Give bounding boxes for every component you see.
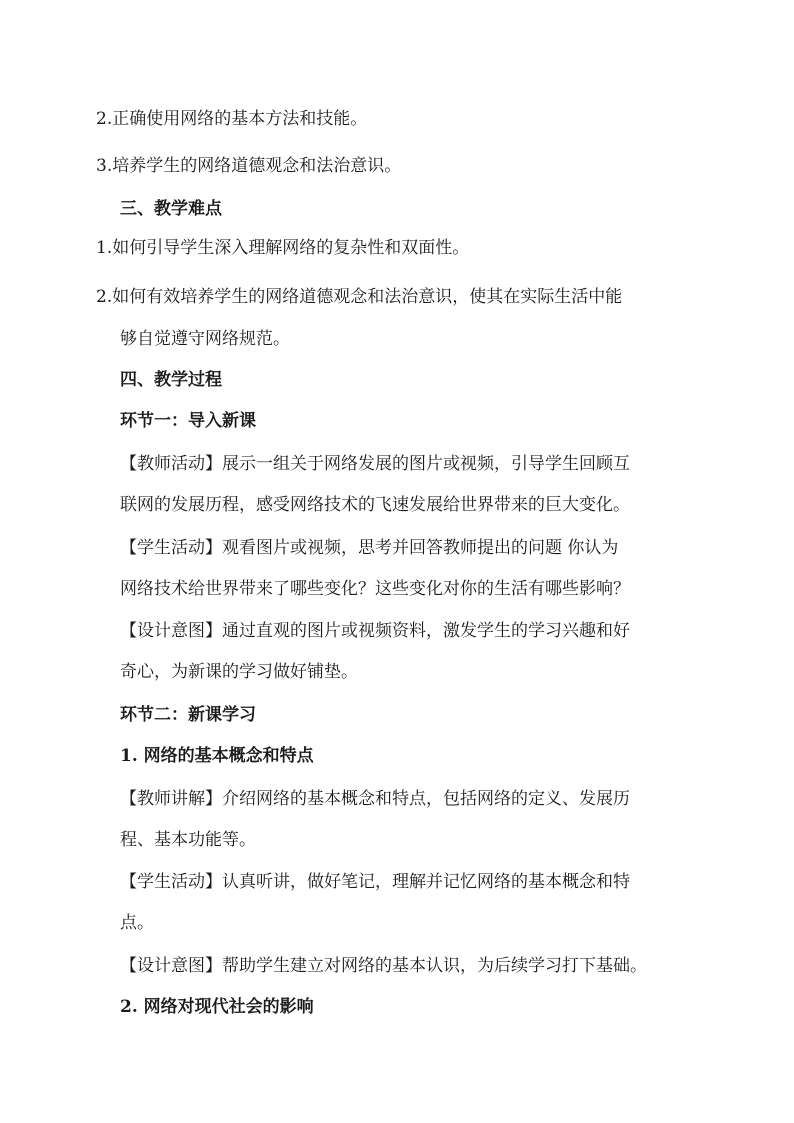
student-activity-2-continued: 点。 <box>120 913 154 933</box>
design-intent-1: 【设计意图】通过直观的图片或视频资料，激发学生的学习兴趣和好 <box>120 621 630 641</box>
topic-heading-1: 1. 网络的基本概念和特点 <box>120 746 314 766</box>
student-activity-1: 【学生活动】观看图片或视频，思考并回答教师提出的问题 你认为 <box>120 538 619 558</box>
objective-item-2: 2.正确使用网络的基本方法和技能。 <box>96 109 368 129</box>
objective-item-3: 3.培养学生的网络道德观念和法治意识。 <box>96 156 402 176</box>
student-activity-1-continued: 网络技术给世界带来了哪些变化？这些变化对你的生活有哪些影响？ <box>120 579 630 599</box>
teacher-activity-1: 【教师活动】展示一组关于网络发展的图片或视频，引导学生回顾互 <box>120 454 630 474</box>
design-intent-1-continued: 奇心，为新课的学习做好铺垫。 <box>120 662 358 682</box>
section-heading-difficulties: 三、教学难点 <box>120 199 222 219</box>
teacher-activity-1-continued: 联网的发展历程，感受网络技术的飞速发展给世界带来的巨大变化。 <box>120 495 630 515</box>
stage-heading-1: 环节一：导入新课 <box>120 411 256 431</box>
teacher-explanation-1-continued: 程、基本功能等。 <box>120 830 256 850</box>
design-intent-2: 【设计意图】帮助学生建立对网络的基本认识，为后续学习打下基础。 <box>120 956 647 976</box>
difficulty-item-2-continued: 够自觉遵守网络规范。 <box>120 329 290 349</box>
difficulty-item-2: 2.如何有效培养学生的网络道德观念和法治意识，使其在实际生活中能 <box>96 287 623 307</box>
student-activity-2: 【学生活动】认真听讲，做好笔记，理解并记忆网络的基本概念和特 <box>120 872 630 892</box>
difficulty-item-1: 1.如何引导学生深入理解网络的复杂性和双面性。 <box>96 238 470 258</box>
topic-heading-2: 2. 网络对现代社会的影响 <box>120 997 314 1017</box>
section-heading-process: 四、教学过程 <box>120 370 222 390</box>
stage-heading-2: 环节二：新课学习 <box>120 705 256 725</box>
teacher-explanation-1: 【教师讲解】介绍网络的基本概念和特点，包括网络的定义、发展历 <box>120 789 630 809</box>
